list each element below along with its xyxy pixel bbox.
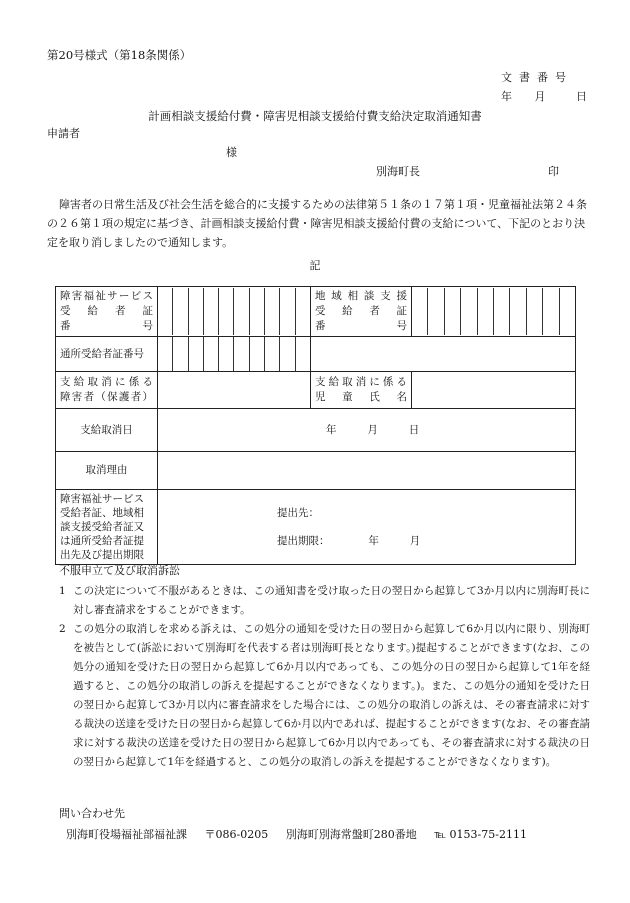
submit-deadline: 提出期限： 年 月 [277,535,421,547]
area-cert-number-boxes[interactable] [412,287,576,337]
submit-to: 提出先： [277,507,319,519]
area-cert-label: 地域相談支援 受給者証 番号 [311,287,412,337]
doc-number-label: 文書番号 [501,71,573,84]
mayor-name: 別海町長 [376,165,420,178]
appeal-item-2: 2 この処分の取消しを求める訴えは、この処分の通知を受けた日の翌日から起算して6か月以内に限り、別海町を被告として(訴訟において別海町を代表する者は別海町長となります。)提起することができます(なお、この処分の通知を受けた日の翌日から起算して6か月以内であっても、この処分の日の翌日から起算して1年を経過すると、この処分の取消しの訴えを提起することができなくなります。)。また、この処分の通知を受けた日の翌日から起算して3か月以内に審査請求をした場合には、この処分の取消しの訴えは、その審査請求に対する裁決の送達を受けた日の翌日から起算して6か月以内であれば、提起することができます(なお、その審査請求に対する裁決の送達を受けた日の翌日から起算して6か月以内であっても、その審査請求に対する裁決の日の翌日から起算して1年を経過すると、この処分の取消しの訴えを提起することができなくなります)。 [59,623,590,768]
inquiry-tel: ℡ 0153-75-2111 [434,828,527,841]
appeal-heading: 不服申立て及び取消訴訟 [59,564,180,577]
submit-label: 障害福祉サービス 受給者証、地域相 談支援受給者証又 は通所受給者証提 出先及び提出期限 [56,490,158,565]
cancel-date-label: 支給取消日 [56,409,158,452]
submit-field[interactable] [158,490,576,565]
applicant-label: 申請者 [47,127,80,140]
document-title: 計画相談支援給付費・障害児相談支援給付費支給決定取消通知書 [148,109,482,123]
body-paragraph: 障害者の日常生活及び社会生活を総合的に支援するための法律第５１条の１７第１項・児童福祉法第２４条の２６第１項の規定に基づき、計画相談支援給付費・障害児相談支援給付費の支給について、下記のとおり決定を取り消しましたので通知します。 [47,198,587,249]
day-care-cert-label: 通所受給者証番号 [56,337,158,372]
cancel-date-month: 月 [367,423,378,436]
person-label: 支給取消に係る 障害者（保護者） [56,372,158,409]
appeal-item-1: 1 この決定について不服があるときは、この通知書を受け取った日の翌日から起算して3か月以内に別海町長に対し審査請求をすることができます。 [59,585,590,616]
date-day-unit: 日 [576,90,587,103]
decision-table [55,286,576,565]
welfare-cert-label: 障害福祉サービス 受給者証 番号 [56,287,158,337]
honorific: 様 [226,146,237,159]
cancel-date-year: 年 [326,423,337,436]
inquiry-heading: 問い合わせ先 [59,807,125,820]
day-care-blank [311,337,576,372]
issue-date [501,88,587,104]
reason-label: 取消理由 [56,452,158,490]
date-year-unit: 年 [501,90,512,103]
child-name-field[interactable] [412,372,576,409]
cancel-date-day: 日 [408,423,420,436]
ki-marker: 記 [309,259,321,272]
seal-mark: 印 [548,165,559,178]
date-month-unit: 月 [534,90,546,103]
person-name-field[interactable] [158,372,311,409]
day-care-cert-number-boxes[interactable] [158,337,311,372]
child-label: 支給取消に係る 児童氏名 [311,372,412,409]
inquiry-contact [66,826,541,842]
inquiry-address: 別海町別海常盤町280番地 [285,828,417,841]
inquiry-dept: 別海町役場福祉部福祉課 [66,828,187,841]
welfare-cert-number-boxes[interactable] [158,287,311,337]
inquiry-postal: 〒086-0205 [204,828,269,841]
cancel-date-field[interactable] [158,409,576,452]
form-id: 第20号様式（第18条関係） [47,48,192,62]
reason-field[interactable] [158,452,576,490]
